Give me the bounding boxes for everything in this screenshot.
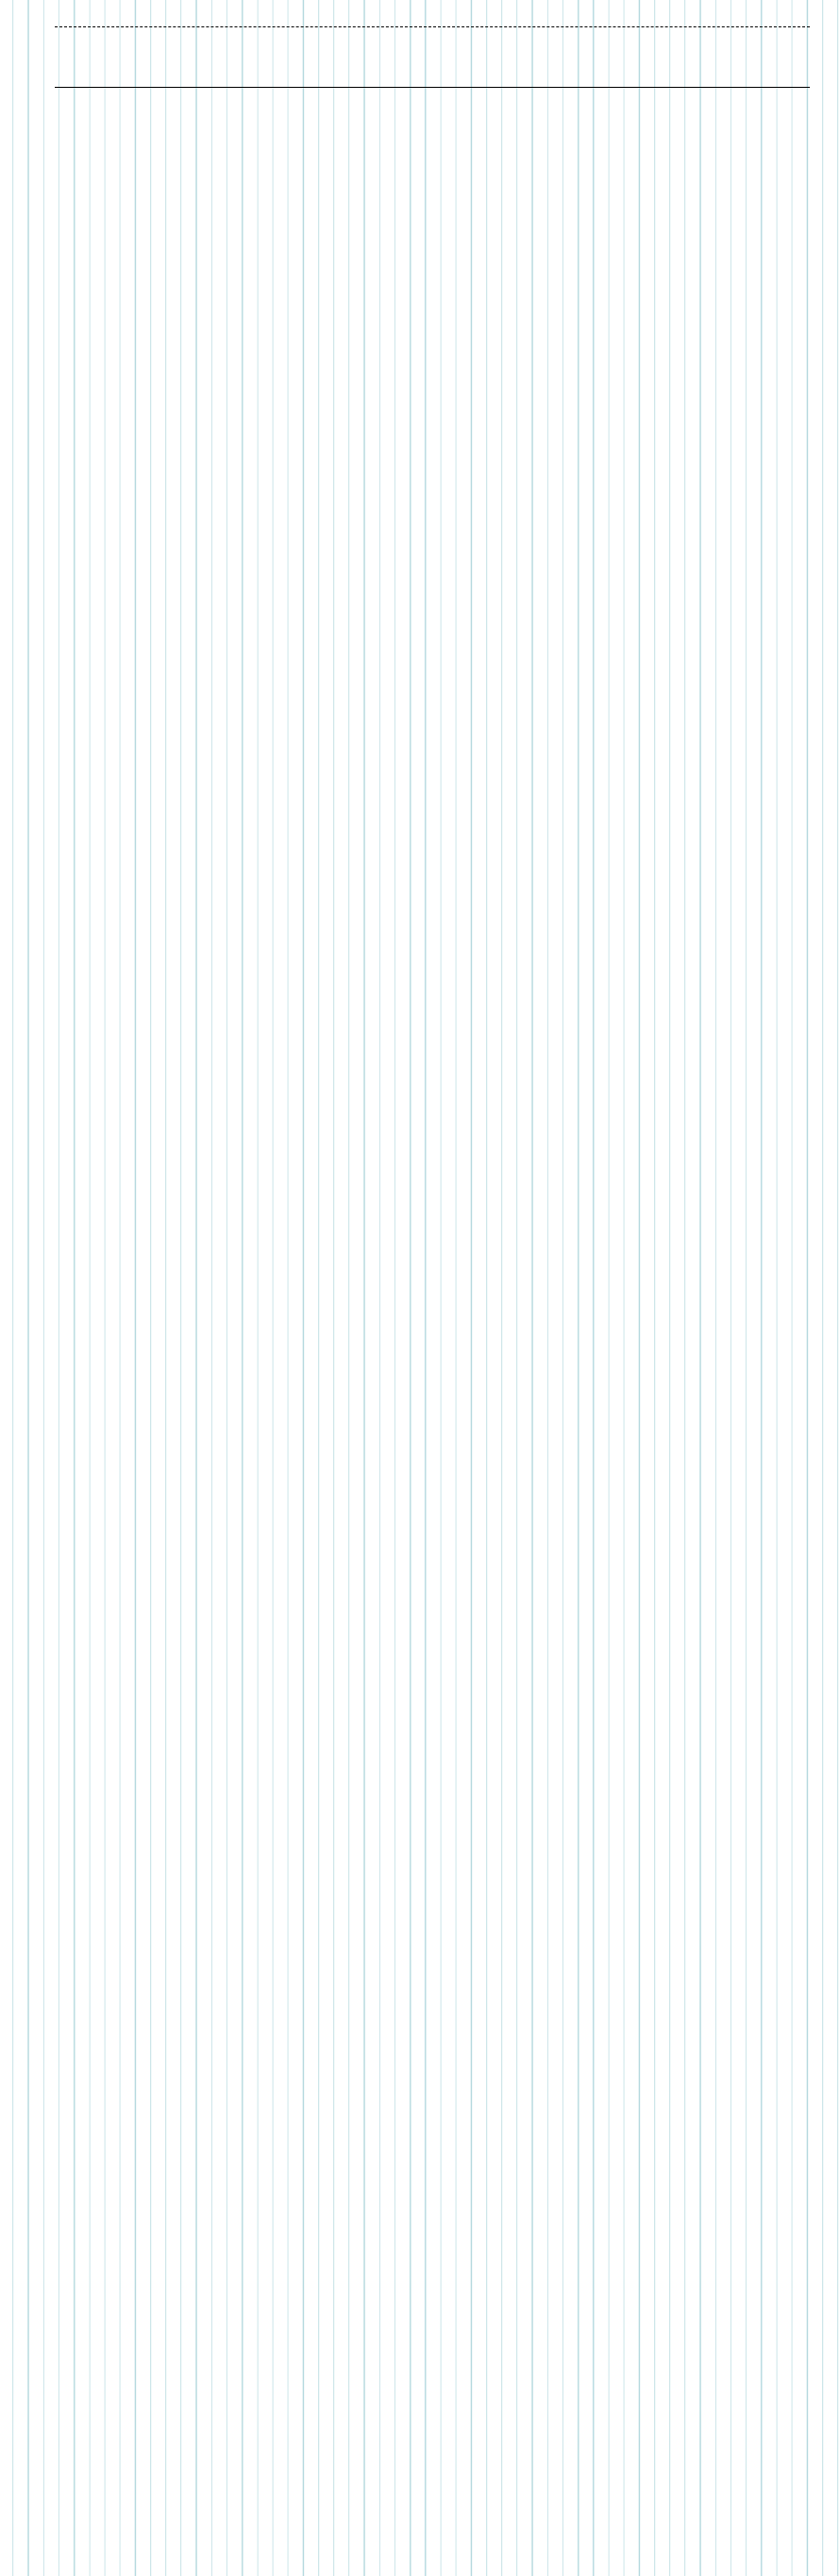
- ruler-line: [55, 26, 810, 29]
- cyto-band-line: [55, 87, 810, 88]
